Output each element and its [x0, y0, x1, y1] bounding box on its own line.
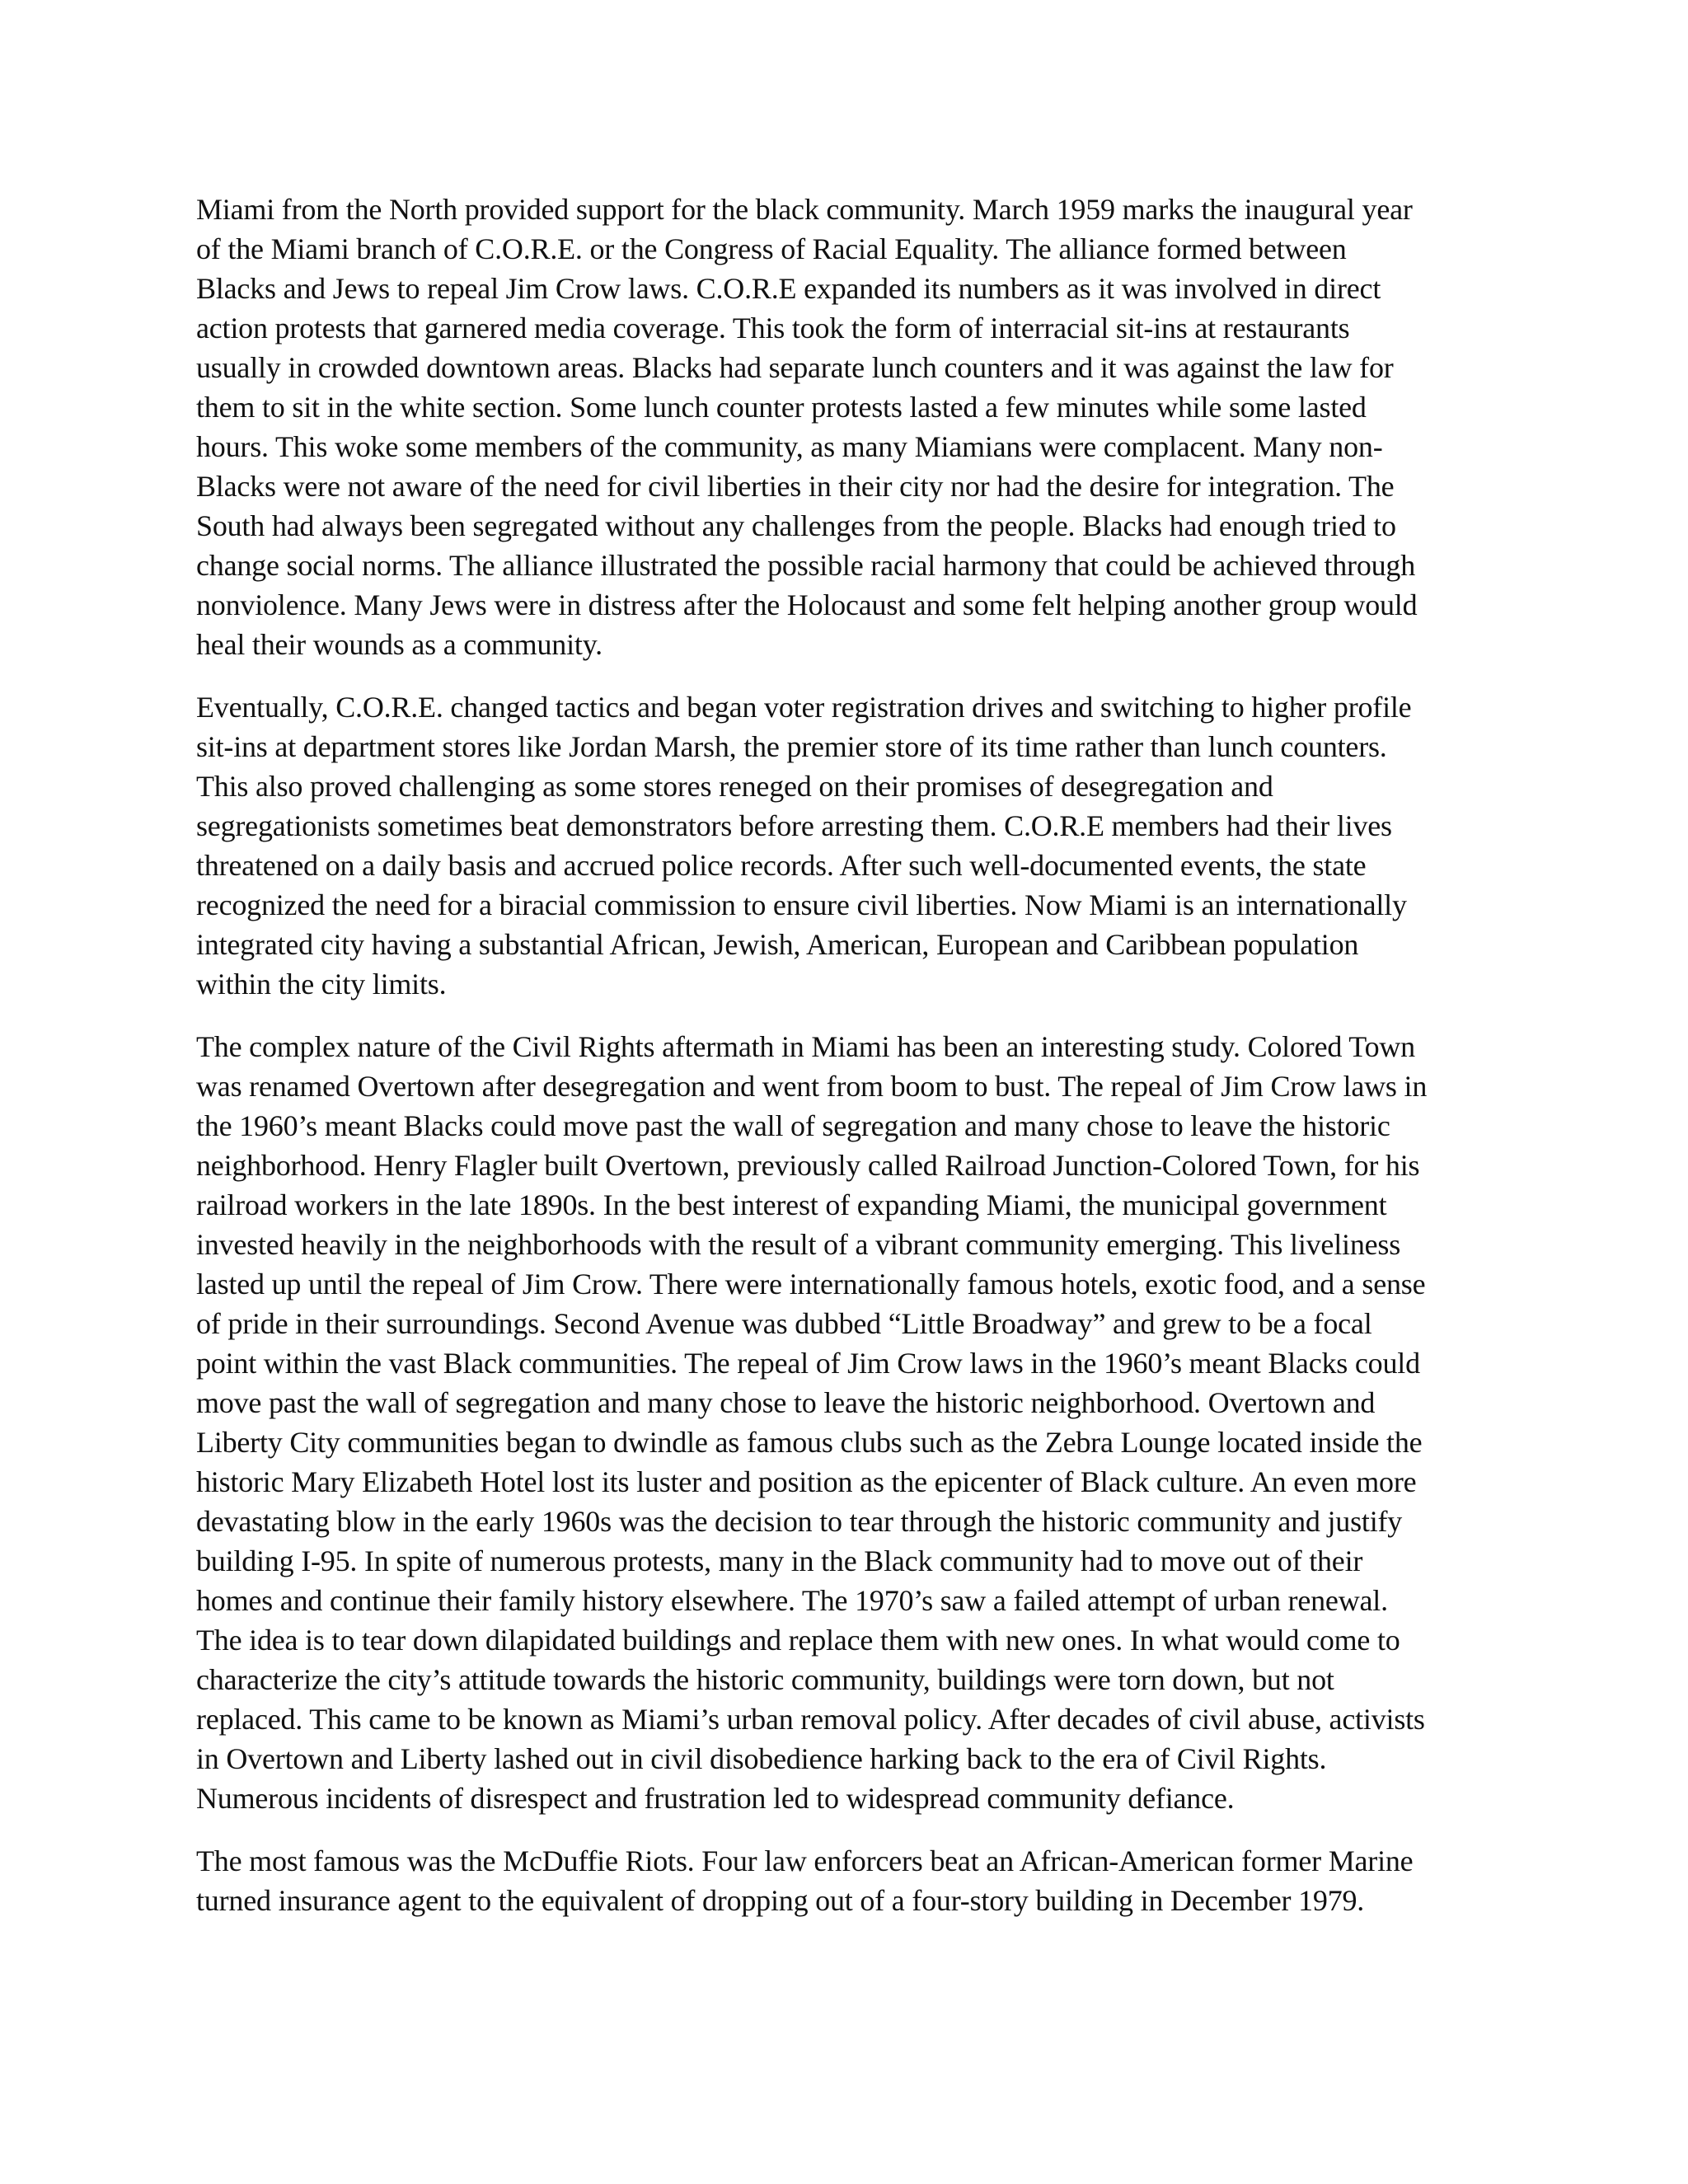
text-line: The complex nature of the Civil Rights aftermath in Miami has been an interesting study. Colored Town	[196, 1030, 1415, 1063]
text-line: in Overtown and Liberty lashed out in civil disobedience harking back to the era of Civil Rights.	[196, 1742, 1327, 1775]
text-line: of the Miami branch of C.O.R.E. or the Congress of Racial Equality. The alliance formed between	[196, 232, 1347, 265]
text-line: Miami from the North provided support for the black community. March 1959 marks the inaugural year	[196, 193, 1413, 226]
text-line: nonviolence. Many Jews were in distress after the Holocaust and some felt helping another group would	[196, 588, 1418, 621]
text-line: neighborhood. Henry Flagler built Overtown, previously called Railroad Junction-Colored Town, for his	[196, 1149, 1420, 1182]
document-body	[196, 190, 1482, 1920]
text-line: Numerous incidents of disrespect and frustration led to widespread community defiance.	[196, 1782, 1235, 1815]
text-line: lasted up until the repeal of Jim Crow. There were internationally famous hotels, exotic food, and a sense	[196, 1268, 1426, 1301]
text-line: was renamed Overtown after desegregation and went from boom to bust. The repeal of Jim Crow laws in	[196, 1070, 1428, 1103]
text-line: heal their wounds as a community.	[196, 628, 603, 661]
text-line: recognized the need for a biracial commission to ensure civil liberties. Now Miami is an internationally	[196, 888, 1407, 921]
text-line: point within the vast Black communities. The repeal of Jim Crow laws in the 1960’s meant Blacks could	[196, 1347, 1420, 1380]
text-line: move past the wall of segregation and many chose to leave the historic neighborhood. Overtown and	[196, 1386, 1376, 1419]
text-line: usually in crowded downtown areas. Blacks had separate lunch counters and it was against the law for	[196, 351, 1394, 384]
text-line: the 1960’s meant Blacks could move past the wall of segregation and many chose to leave the historic	[196, 1109, 1390, 1142]
text-line: historic Mary Elizabeth Hotel lost its luster and position as the epicenter of Black culture. An even more	[196, 1465, 1417, 1498]
text-line: replaced. This came to be known as Miami’s urban removal policy. After decades of civil abuse, activists	[196, 1703, 1425, 1736]
text-line: building I-95. In spite of numerous protests, many in the Black community had to move out of their	[196, 1544, 1363, 1577]
text-line: The idea is to tear down dilapidated buildings and replace them with new ones. In what would come to	[196, 1624, 1400, 1657]
paragraph-spacer	[196, 1818, 1482, 1841]
text-line: change social norms. The alliance illustrated the possible racial harmony that could be achieved through	[196, 549, 1416, 582]
text-line: Liberty City communities began to dwindle as famous clubs such as the Zebra Lounge located inside the	[196, 1426, 1423, 1459]
text-line: The most famous was the McDuffie Riots. Four law enforcers beat an African-American former Marine	[196, 1844, 1414, 1877]
text-line: Eventually, C.O.R.E. changed tactics and began voter registration drives and switching to higher profile	[196, 691, 1412, 724]
paragraph-core-tactics	[196, 687, 1482, 1004]
paragraph-overtown-history	[196, 1027, 1482, 1818]
text-line: characterize the city’s attitude towards the historic community, buildings were torn down, but not	[196, 1663, 1334, 1696]
text-line: integrated city having a substantial African, Jewish, American, European and Caribbean population	[196, 928, 1359, 961]
text-line: them to sit in the white section. Some lunch counter protests lasted a few minutes while some lasted	[196, 391, 1367, 424]
paragraph-spacer	[196, 664, 1482, 687]
text-line: Blacks were not aware of the need for civil liberties in their city nor had the desire for integration. The	[196, 470, 1395, 503]
text-line: hours. This woke some members of the community, as many Miamians were complacent. Many non-	[196, 430, 1383, 463]
text-line: within the city limits.	[196, 968, 447, 1001]
text-line: action protests that garnered media coverage. This took the form of interracial sit-ins at restaurants	[196, 312, 1350, 344]
text-line: This also proved challenging as some stores reneged on their promises of desegregation and	[196, 770, 1273, 803]
text-line: invested heavily in the neighborhoods with the result of a vibrant community emerging. This liveliness	[196, 1228, 1401, 1261]
paragraph-spacer	[196, 1004, 1482, 1027]
text-line: homes and continue their family history elsewhere. The 1970’s saw a failed attempt of urban renewal.	[196, 1584, 1388, 1617]
paragraph-core-alliance	[196, 190, 1482, 664]
text-line: segregationists sometimes beat demonstrators before arresting them. C.O.R.E members had their lives	[196, 809, 1392, 842]
text-line: of pride in their surroundings. Second Avenue was dubbed “Little Broadway” and grew to be a focal	[196, 1307, 1372, 1340]
text-line: Blacks and Jews to repeal Jim Crow laws. C.O.R.E expanded its numbers as it was involved in direct	[196, 272, 1381, 305]
paragraph-mcduffie-riots	[196, 1841, 1482, 1920]
text-line: devastating blow in the early 1960s was the decision to tear through the historic community and justify	[196, 1505, 1403, 1538]
text-line: turned insurance agent to the equivalent of dropping out of a four-story building in December 1979.	[196, 1884, 1365, 1917]
text-line: South had always been segregated without any challenges from the people. Blacks had enough tried to	[196, 509, 1396, 542]
text-line: threatened on a daily basis and accrued police records. After such well-documented events, the state	[196, 849, 1367, 882]
text-line: sit-ins at department stores like Jordan Marsh, the premier store of its time rather than lunch counters.	[196, 730, 1387, 763]
text-line: railroad workers in the late 1890s. In the best interest of expanding Miami, the municipal government	[196, 1188, 1387, 1221]
